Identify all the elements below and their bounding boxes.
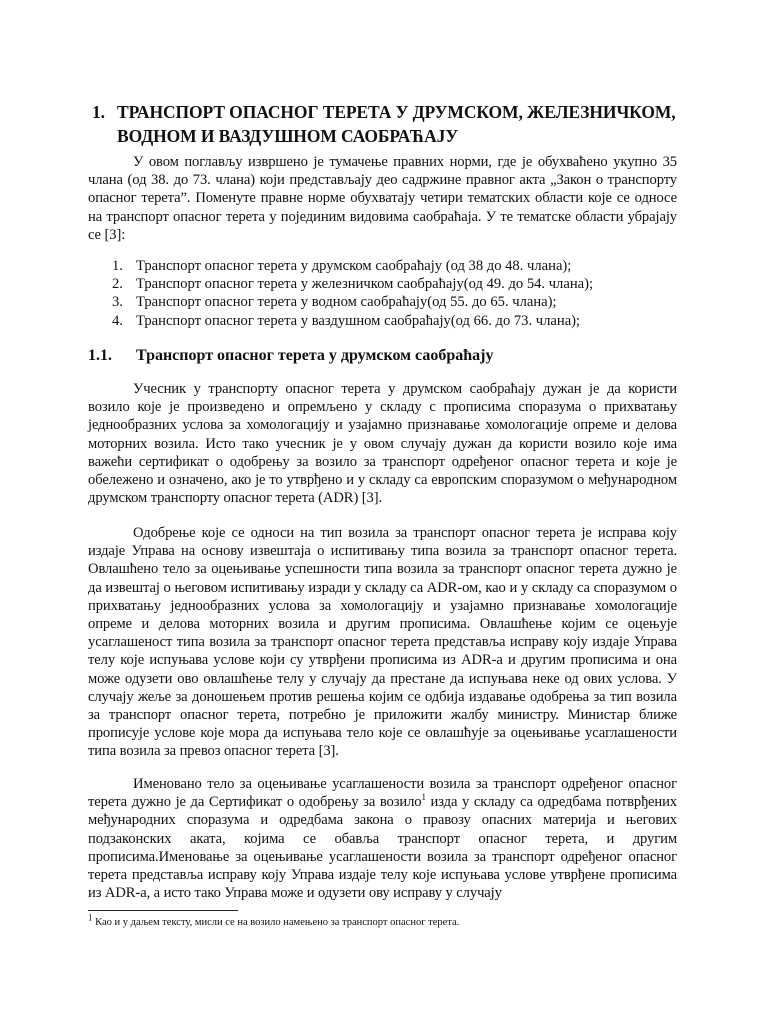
section-title: Транспорт опасног терета у друмском саобраћају	[136, 347, 494, 364]
list-item	[112, 257, 672, 275]
footnote-divider	[88, 910, 238, 911]
body-paragraph-text: Именовано тело за оцењивање усаглашености возила за транспорт одређеног опасног терета дужно је да Сертификат о одобрењу за возило	[88, 776, 677, 811]
body-paragraph-text: Учесник у транспорту опасног терета у друмском саобраћају дужан је да користи возило које је произведено и опремљено у складу с прописима споразума о прихватању једнообразних услова за хомологацију и узајамно признавање хомологације опреме и делова моторних возила. Исто тако учесник је у овом случају дужан да користи возило које има важећи сертификат о одобрењу за возило за транспорт одређеног опасног терета и које је обележено и означено, ако је то утврђено и у складу са европским споразумом о међународном друмском транспорту опасног терета (ADR) [3].	[88, 381, 677, 507]
list-item-number: 4.	[112, 312, 123, 329]
body-paragraph-text: Одобрење које се односи на тип возила за транспорт опасног терета је исправа коју издаје Управа на основу извештаја о испитивању типа возила за транспорт опасног терета. Овлашћено тело за оцењивање успешности типа возила за транспорт опасног терета дужно је да извештај о његовом испитивању изради у складу са ADR-ом, као и у складу са споразумом о прихватању једнообразних услова за хомологацију и узајамно признавање хомологације опреме и делова моторних возила и другим прописима. Овлашћење којим се оцењује усаглашеност типа возила за транспорт опасног терета представља исправу коју издаје Управа телу које испуњава услове који су утврђени прописима из ADR-а и другим прописима и она може одузети ово овлашћење телу у случају да престане да испуњава неке од ових услова. У случају жеље за доношењем против решења којим се одбија издавање одобрења за тип возила за транспорт опасног терета, потребно је приложити жалбу министру. Министар ближе прописује услове које мора да испуњава тело које се овлашћује за оцењивање усаглашености типа возила за превоз опасног терета [3].	[88, 525, 677, 760]
list-item-text: Транспорт опасног терета у друмском саобраћају (од 38 до 48. члана);	[136, 258, 572, 274]
list-item	[112, 312, 672, 330]
intro-paragraph	[88, 153, 677, 244]
section-number: 1.1.	[88, 347, 112, 364]
footnote-text: Као и у даљем тексту, мисли се на возило намењено за транспорт опасног терета.	[92, 917, 460, 928]
chapter-number: 1.	[92, 102, 105, 122]
list-item-text: Транспорт опасног терета у ваздушном саобраћају(од 66. до 73. члана);	[136, 312, 581, 329]
topic-list	[112, 257, 672, 330]
body-paragraph	[88, 380, 677, 507]
footnote	[88, 912, 668, 930]
footnote-reference[interactable]: 1	[421, 792, 426, 803]
list-item-text: Транспорт опасног терета у водном саобраћају(од 55. до 65. члана);	[136, 294, 557, 311]
body-paragraph	[88, 524, 677, 761]
list-item-text: Транспорт опасног терета у железничком саобраћају(од 49. до 54. члана);	[136, 276, 594, 293]
body-paragraph	[88, 775, 677, 902]
body-paragraph-text: изда у складу са одредбама потврђених међународних споразума и одредбама закона о правозу опасних материја и његових подзаконских аката, којима се обавља транспорт опасног терета, и другим прописима.Именовање за оцењивање усаглашености возила за транспорт одређеног опасног терета представља исправу коју Управа издаје телу које испуњава услове утврђене прописима из ADR-а, а исто тако Управа може и одузети ову исправу у случају	[88, 794, 678, 902]
list-item-number: 1.	[112, 258, 123, 274]
chapter-title: ТРАНСПОРТ ОПАСНОГ ТЕРЕТА У ДРУМСКОМ, ЖЕЛЕЗНИЧКОМ, ВОДНОМ И ВАЗДУШНОМ САОБРАЋАЈУ	[117, 102, 676, 146]
intro-paragraph-text: У овом поглављу извршено је тумачење правних норми, где је обухваћено укупно 35 члана (од 38. до 73. члана) који представљају део садржине правног акта „Закон о транспорту опасног терета”. Поменуте правне норме обухватају четири тематских области које се односе на транспорт опасног терета у појединим видовима саобраћаја. У те тематске области убрајају се [3]:	[88, 154, 677, 243]
list-item	[112, 275, 672, 293]
list-item	[112, 293, 672, 311]
list-item-number: 3.	[112, 294, 123, 311]
footnote-marker: 1	[88, 912, 93, 923]
list-item-number: 2.	[112, 276, 123, 293]
